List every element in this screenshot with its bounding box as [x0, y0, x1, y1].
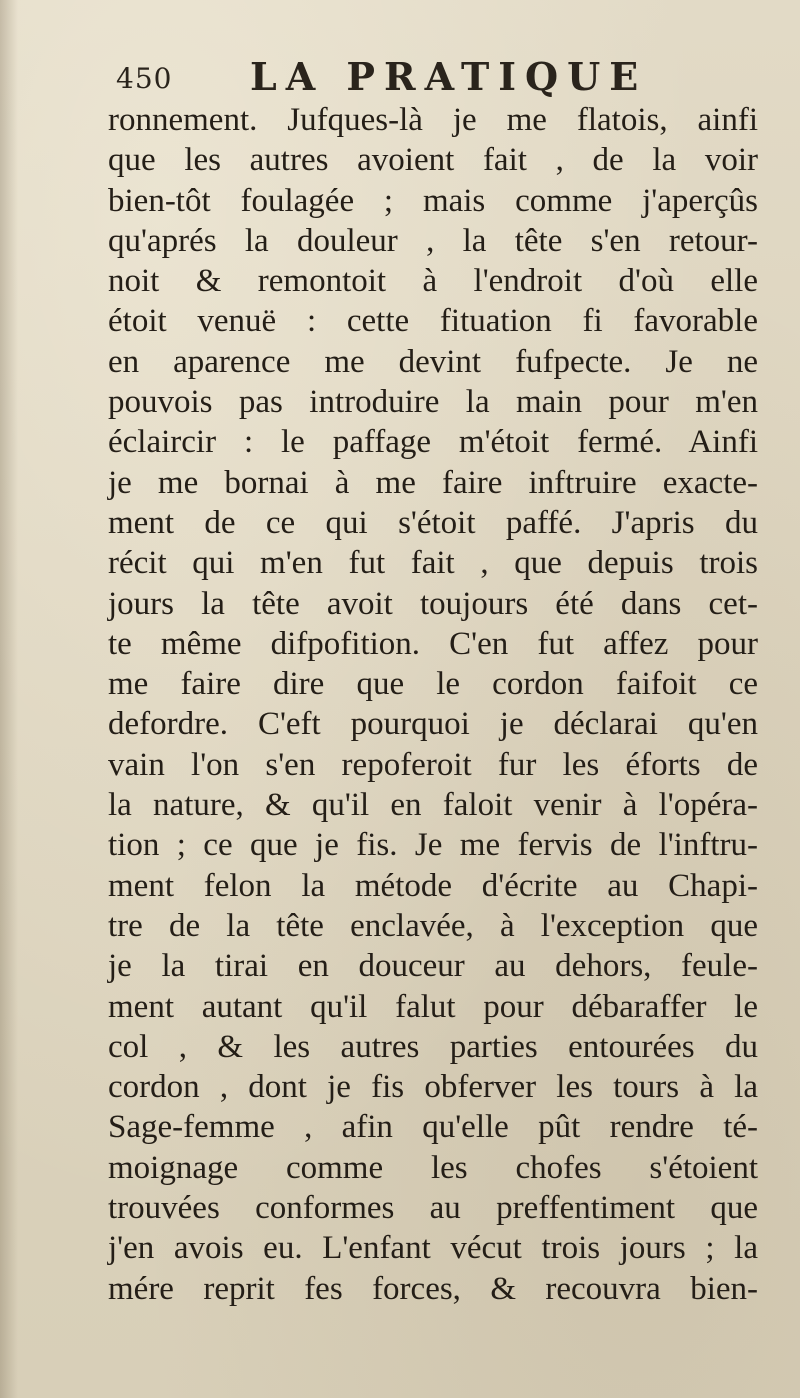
text-line: tre de la tête enclavée, à l'exception que [108, 907, 758, 944]
text-line: defordre. C'eft pourquoi je déclarai qu'en [108, 706, 758, 743]
text-line: ment de ce qui s'étoit paffé. J'apris du [108, 504, 758, 541]
text-line: jours la tête avoit toujours été dans cet- [108, 585, 758, 622]
text-line: que les autres avoient fait , de la voir [108, 142, 758, 179]
text-line: ronnement. Jufques-là je me flatois, ainfi [108, 102, 758, 138]
text-line: mére reprit fes forces, & recouvra bien- [108, 1270, 758, 1307]
body-text [108, 100, 758, 1309]
text-line: te même difpofition. C'en fut affez pour [108, 625, 758, 662]
text-line: pouvois pas introduire la main pour m'en [108, 384, 758, 421]
running-head: LA PRATIQUE [250, 54, 648, 99]
text-line: cordon , dont je fis obferver les tours à la [108, 1069, 758, 1106]
text-line: moignage comme les chofes s'étoient [108, 1149, 758, 1186]
text-line: récit qui m'en fut fait , que depuis trois [108, 545, 758, 582]
page-number: 450 [116, 62, 173, 95]
text-line: Sage-femme , afin qu'elle pût rendre té- [108, 1109, 758, 1146]
text-line: noit & remontoit à l'endroit d'où elle [108, 263, 758, 300]
text-line: en aparence me devint fufpecte. Je ne [108, 343, 758, 380]
text-line: bien-tôt foulagée ; mais comme j'aperçûs [108, 182, 758, 219]
text-line: étoit venuë : cette fituation fi favorable [108, 303, 758, 340]
text-line: trouvées conformes au preffentiment que [108, 1190, 758, 1227]
text-line: éclaircir : le paffage m'étoit fermé. Ainfi [108, 424, 758, 461]
text-line: me faire dire que le cordon faifoit ce [108, 666, 758, 703]
text-line: qu'aprés la douleur , la tête s'en retour- [108, 222, 758, 259]
text-line: j'en avois eu. L'enfant vécut trois jours ; la [108, 1230, 758, 1267]
text-line: je me bornai à me faire inftruire exacte- [108, 464, 758, 501]
page-edge-shadow [0, 0, 18, 1398]
text-line: col , & les autres parties entourées du [108, 1028, 758, 1065]
text-line: je la tirai en douceur au dehors, feule- [108, 948, 758, 985]
text-line: la nature, & qu'il en faloit venir à l'opéra- [108, 787, 758, 824]
text-line: ment felon la métode d'écrite au Chapi- [108, 867, 758, 904]
text-line: ment autant qu'il falut pour débaraffer le [108, 988, 758, 1025]
text-line: vain l'on s'en repoferoit fur les éforts de [108, 746, 758, 783]
text-line: tion ; ce que je fis. Je me fervis de l'inftru- [108, 827, 758, 864]
page-header [116, 52, 766, 102]
